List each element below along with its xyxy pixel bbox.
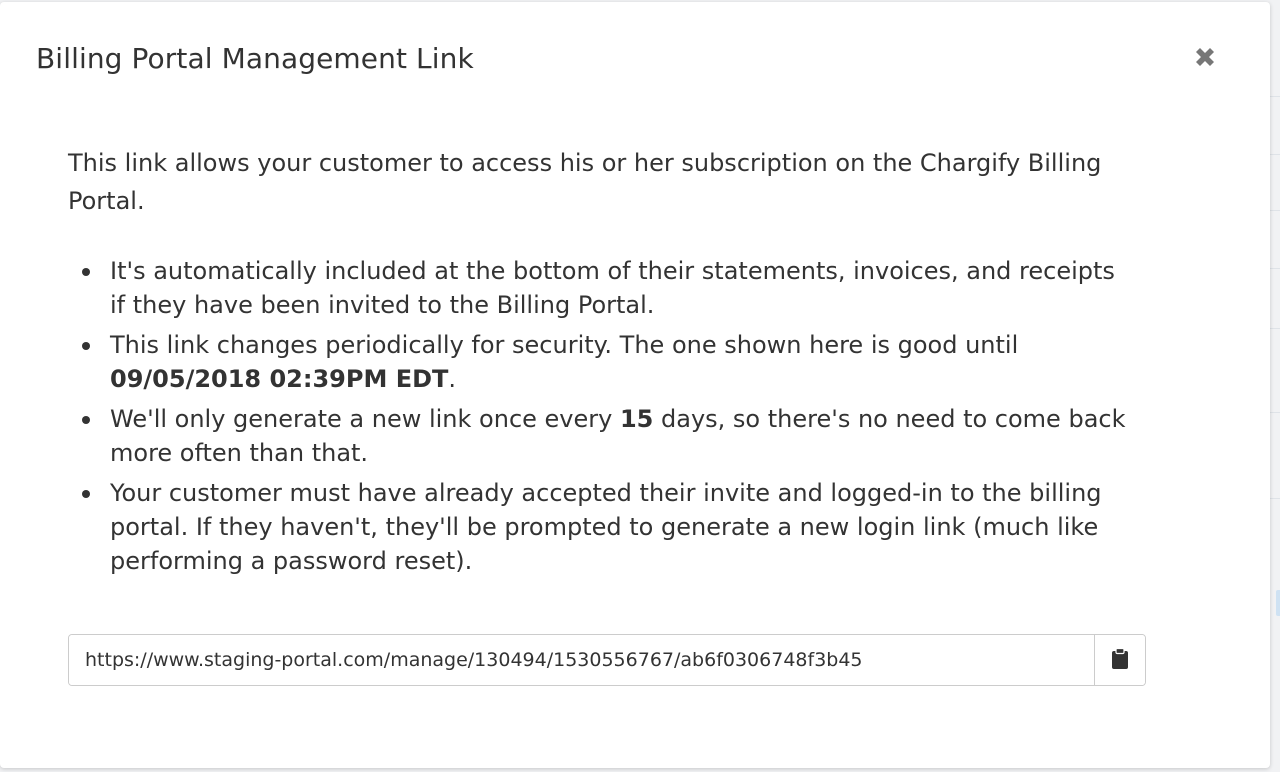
portal-link-field (68, 634, 1146, 686)
close-icon (1188, 40, 1222, 74)
list-item-text: It's automatically included at the bottom of their statements, invoices, and receipts if they have been invited to the Billing Portal. (110, 257, 1115, 319)
list-item-text: Your customer must have already accepted their invite and logged-in to the billing portal. If they haven't, they'll be prompted to generate a new login link (much like performing a password reset). (110, 479, 1102, 575)
list-item (110, 402, 1130, 470)
list-item-text: This link changes periodically for security. The one shown here is good until (110, 331, 1019, 359)
list-item-text: . (448, 365, 457, 393)
info-list (68, 254, 1148, 578)
list-item-text: We'll only generate a new link once every (110, 405, 620, 433)
regeneration-days: 15 (619, 405, 654, 433)
modal-title: Billing Portal Management Link (36, 42, 474, 75)
expiry-date: 09/05/2018 02:39PM EDT (110, 365, 449, 393)
backdrop-accent (1276, 590, 1280, 616)
list-item (110, 328, 1130, 396)
portal-link-input[interactable] (69, 635, 1094, 685)
copy-link-button[interactable] (1094, 635, 1145, 685)
list-item (110, 476, 1130, 578)
close-button[interactable] (1188, 40, 1222, 74)
list-item (110, 254, 1130, 322)
list-item-text: days, so there's no need to come back more often than that. (110, 405, 1126, 467)
clipboard-icon (1111, 648, 1129, 673)
billing-portal-link-modal (0, 2, 1270, 768)
modal-body (68, 144, 1148, 584)
intro-text: This link allows your customer to access his or her subscription on the Chargify Billing Portal. (68, 149, 1102, 215)
